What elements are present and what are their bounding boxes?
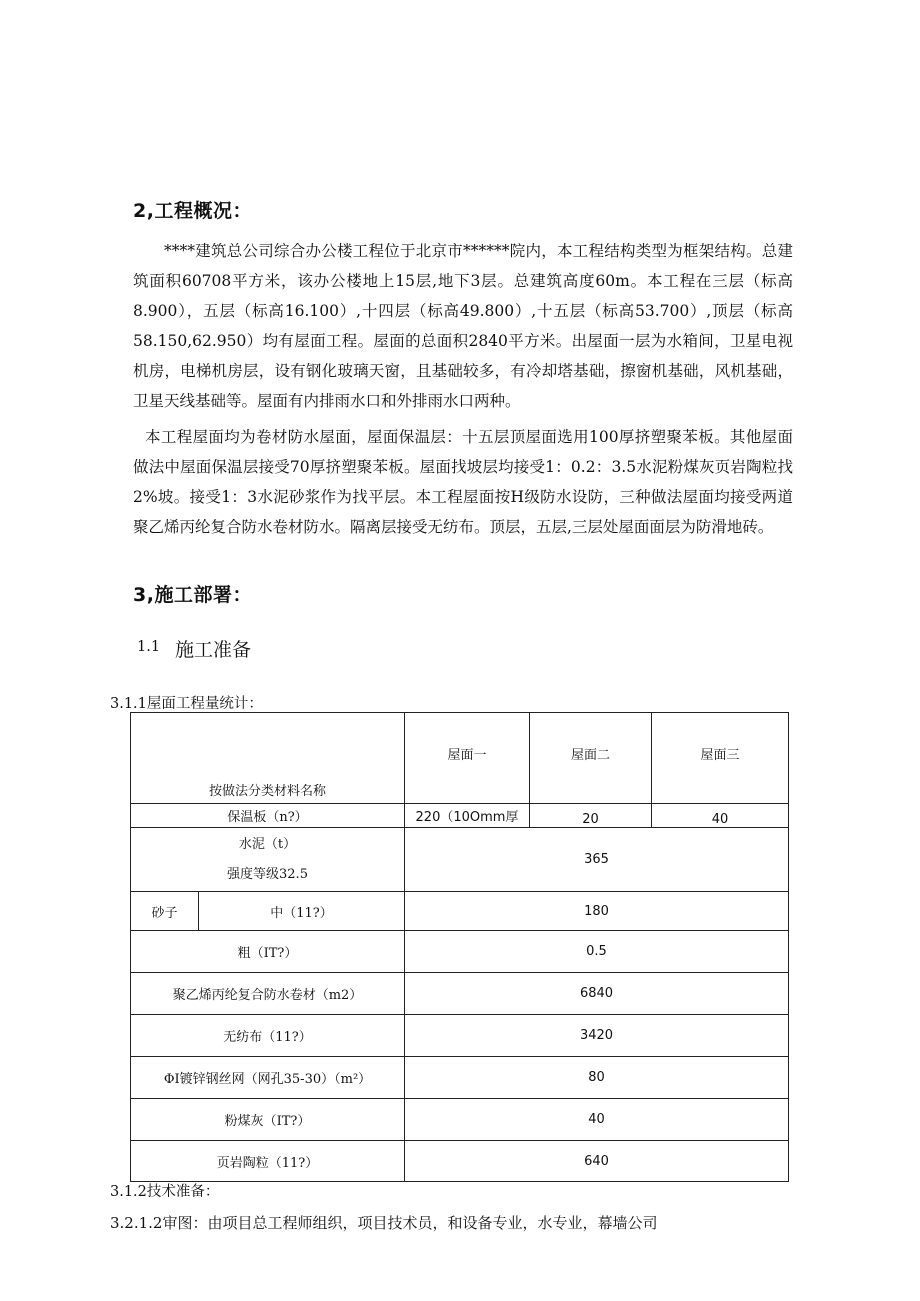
row-name: 水泥（t） xyxy=(238,836,297,852)
row-value-1: 220（10Omm厚 xyxy=(405,804,530,828)
table-row xyxy=(131,804,789,828)
section-2-heading: 2,工程概况： xyxy=(133,200,252,222)
table-row xyxy=(131,973,789,1015)
overview-paragraph-2: 本工程屋面均为卷材防水屋面，屋面保温层：十五层顶屋面选用100厚挤塑聚苯板。其他屋面做法中屋面保温层接受70厚挤塑聚苯板。屋面找坡层均接受1：0.2：3.5水泥粉煤灰页岩陶粒找2%坡。接受1：3水泥砂浆作为找平层。本工程屋面按H级防水设防，三种做法屋面均接受两道聚乙烯丙纶复合防水卷材防水。隔离层接受无纺布。顶层，五层,三层处屋面面层为防滑地砖。 xyxy=(133,428,793,536)
table-header-row xyxy=(131,713,789,804)
row-name: 保温板（n?） xyxy=(131,804,405,828)
header-col-1: 屋面一 xyxy=(405,713,530,804)
header-col-2: 屋面二 xyxy=(530,713,652,804)
table-row xyxy=(131,892,789,931)
table-row xyxy=(131,931,789,973)
table-row xyxy=(131,828,789,892)
row-value: 640 xyxy=(405,1141,789,1182)
table-row xyxy=(131,1057,789,1099)
row-name: 页岩陶粒（11?） xyxy=(131,1141,405,1182)
review-line: 3.2.1.2审图：由项目总工程师组织，项目技术员，和设备专业，水专业，幕墙公司 xyxy=(110,1214,658,1232)
subsection-number: 1.1 xyxy=(137,639,161,655)
table-row xyxy=(131,1141,789,1182)
row-name: 聚乙烯丙纶复合防水卷材（m2） xyxy=(131,973,405,1015)
row-value-3: 40 xyxy=(652,804,789,828)
table-row xyxy=(131,1015,789,1057)
roof-quantity-table xyxy=(130,712,789,1182)
subsection-title: 施工准备 xyxy=(175,639,252,661)
overview-paragraph-1: ****建筑总公司综合办公楼工程位于北京市******院内，本工程结构类型为框架结构。总建筑面积60708平方米，该办公楼地上15层,地下3层。总建筑高度60m。本工程在三层（标高8.900），五层（标高16.100）,十四层（标高49.800）,十五层（标高53.700）,顶层（标高58.150,62.950）均有屋面工程。屋面的总面积2840平方米。出屋面一层为水箱间，卫星电视机房，电梯机房层，设有钢化玻璃天窗，且基础较多，有冷却塔基础，擦窗机基础，风机基础，卫星天线基础等。屋面有内排雨水口和外排雨水口两种。 xyxy=(133,242,793,410)
table-row xyxy=(131,1099,789,1141)
header-label-cell xyxy=(131,713,405,804)
row-value: 3420 xyxy=(405,1015,789,1057)
row-name-cell xyxy=(131,828,405,892)
table-caption: 3.1.1屋面工程量统计： xyxy=(110,696,263,712)
row-name: 粗（IT?） xyxy=(131,931,405,973)
row-value: 180 xyxy=(405,892,789,931)
row-name: 无纺布（11?） xyxy=(131,1015,405,1057)
section-3-heading: 3,施工部署： xyxy=(133,584,252,606)
row-value: 40 xyxy=(405,1099,789,1141)
tech-prep-heading: 3.1.2技术准备： xyxy=(110,1184,220,1200)
row-value: 0.5 xyxy=(405,931,789,973)
row-value: 6840 xyxy=(405,973,789,1015)
row-group: 砂子 xyxy=(131,892,199,931)
row-value: 365 xyxy=(405,828,789,892)
header-col-3: 屋面三 xyxy=(652,713,789,804)
header-label: 按做法分类材料名称 xyxy=(208,784,326,799)
row-value-2: 20 xyxy=(530,804,652,828)
row-name: ΦI镀锌钢丝网（网孔35-30）（m²） xyxy=(131,1057,405,1099)
row-value: 80 xyxy=(405,1057,789,1099)
row-name: 中（11?） xyxy=(199,892,405,931)
row-name-line-2: 强度等级32.5 xyxy=(227,866,308,882)
row-name: 粉煤灰（IT?） xyxy=(131,1099,405,1141)
